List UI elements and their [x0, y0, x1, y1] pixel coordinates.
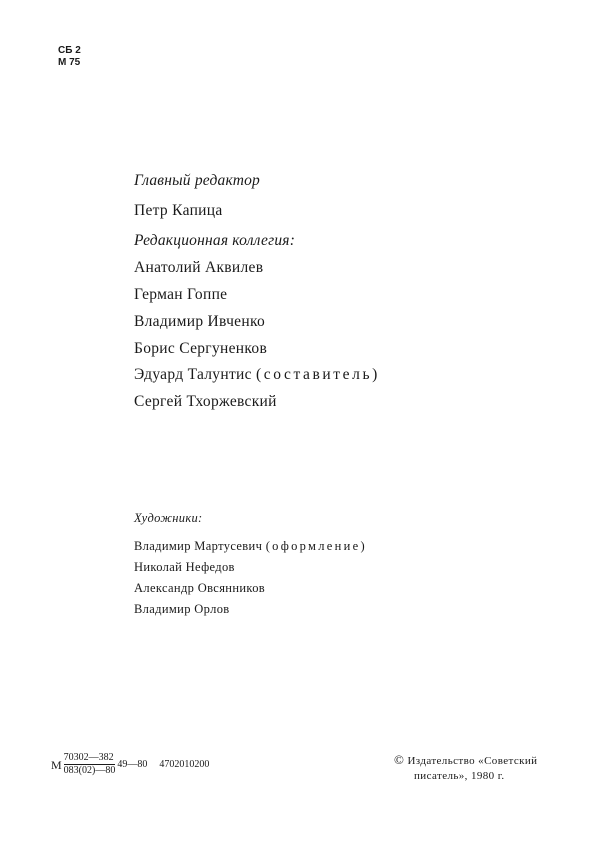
- artist-martusevich-line: [134, 539, 367, 554]
- editor-name: Петр Капица: [134, 202, 223, 219]
- index-code-m: М 75: [58, 57, 81, 68]
- editor-label: Главный редактор: [134, 172, 261, 189]
- copyright-symbol: ©: [394, 752, 405, 767]
- copyright-line-1: [394, 752, 537, 769]
- catalog-suffix: 49—80: [117, 758, 148, 770]
- copyright-line-2: писатель», 1980 г.: [414, 770, 505, 782]
- artist-martusevich: Владимир Мартусевич: [134, 539, 263, 553]
- catalog-prefix: М: [51, 757, 62, 772]
- artists-label: Художники:: [134, 511, 203, 525]
- board-member-taluntis: Эдуард Талунтис: [134, 366, 252, 383]
- catalog-fraction: [64, 752, 116, 777]
- artist-design-role: (оформление): [265, 539, 367, 553]
- board-member-sergunenkov: Борис Сергуненков: [134, 340, 268, 357]
- catalog-code: [51, 752, 209, 777]
- catalog-denominator: 083(02)—80: [63, 765, 116, 776]
- board-member-akvilev: Анатолий Аквилев: [134, 259, 264, 276]
- board-member-goppe: Герман Гоппе: [134, 286, 228, 303]
- board-member-taluntis-line: [134, 366, 380, 384]
- catalog-numerator: 70302—382: [63, 752, 114, 763]
- artist-nefedov: Николай Нефедов: [134, 560, 235, 574]
- index-code-sb: СБ 2: [58, 45, 81, 56]
- copyright-block: [394, 752, 537, 784]
- copyright-publisher: Издательство «Советский: [407, 755, 538, 767]
- board-member-tkhorzhevsky: Сергей Тхоржевский: [134, 393, 277, 410]
- artist-orlov: Владимир Орлов: [134, 602, 230, 616]
- board-compiler-role: (составитель): [255, 366, 380, 383]
- board-label: Редакционная коллегия:: [134, 232, 296, 249]
- board-member-ivchenko: Владимир Ивченко: [134, 313, 266, 330]
- artist-ovsyannikov: Александр Овсянников: [134, 581, 266, 595]
- catalog-number: 4702010200: [159, 758, 210, 770]
